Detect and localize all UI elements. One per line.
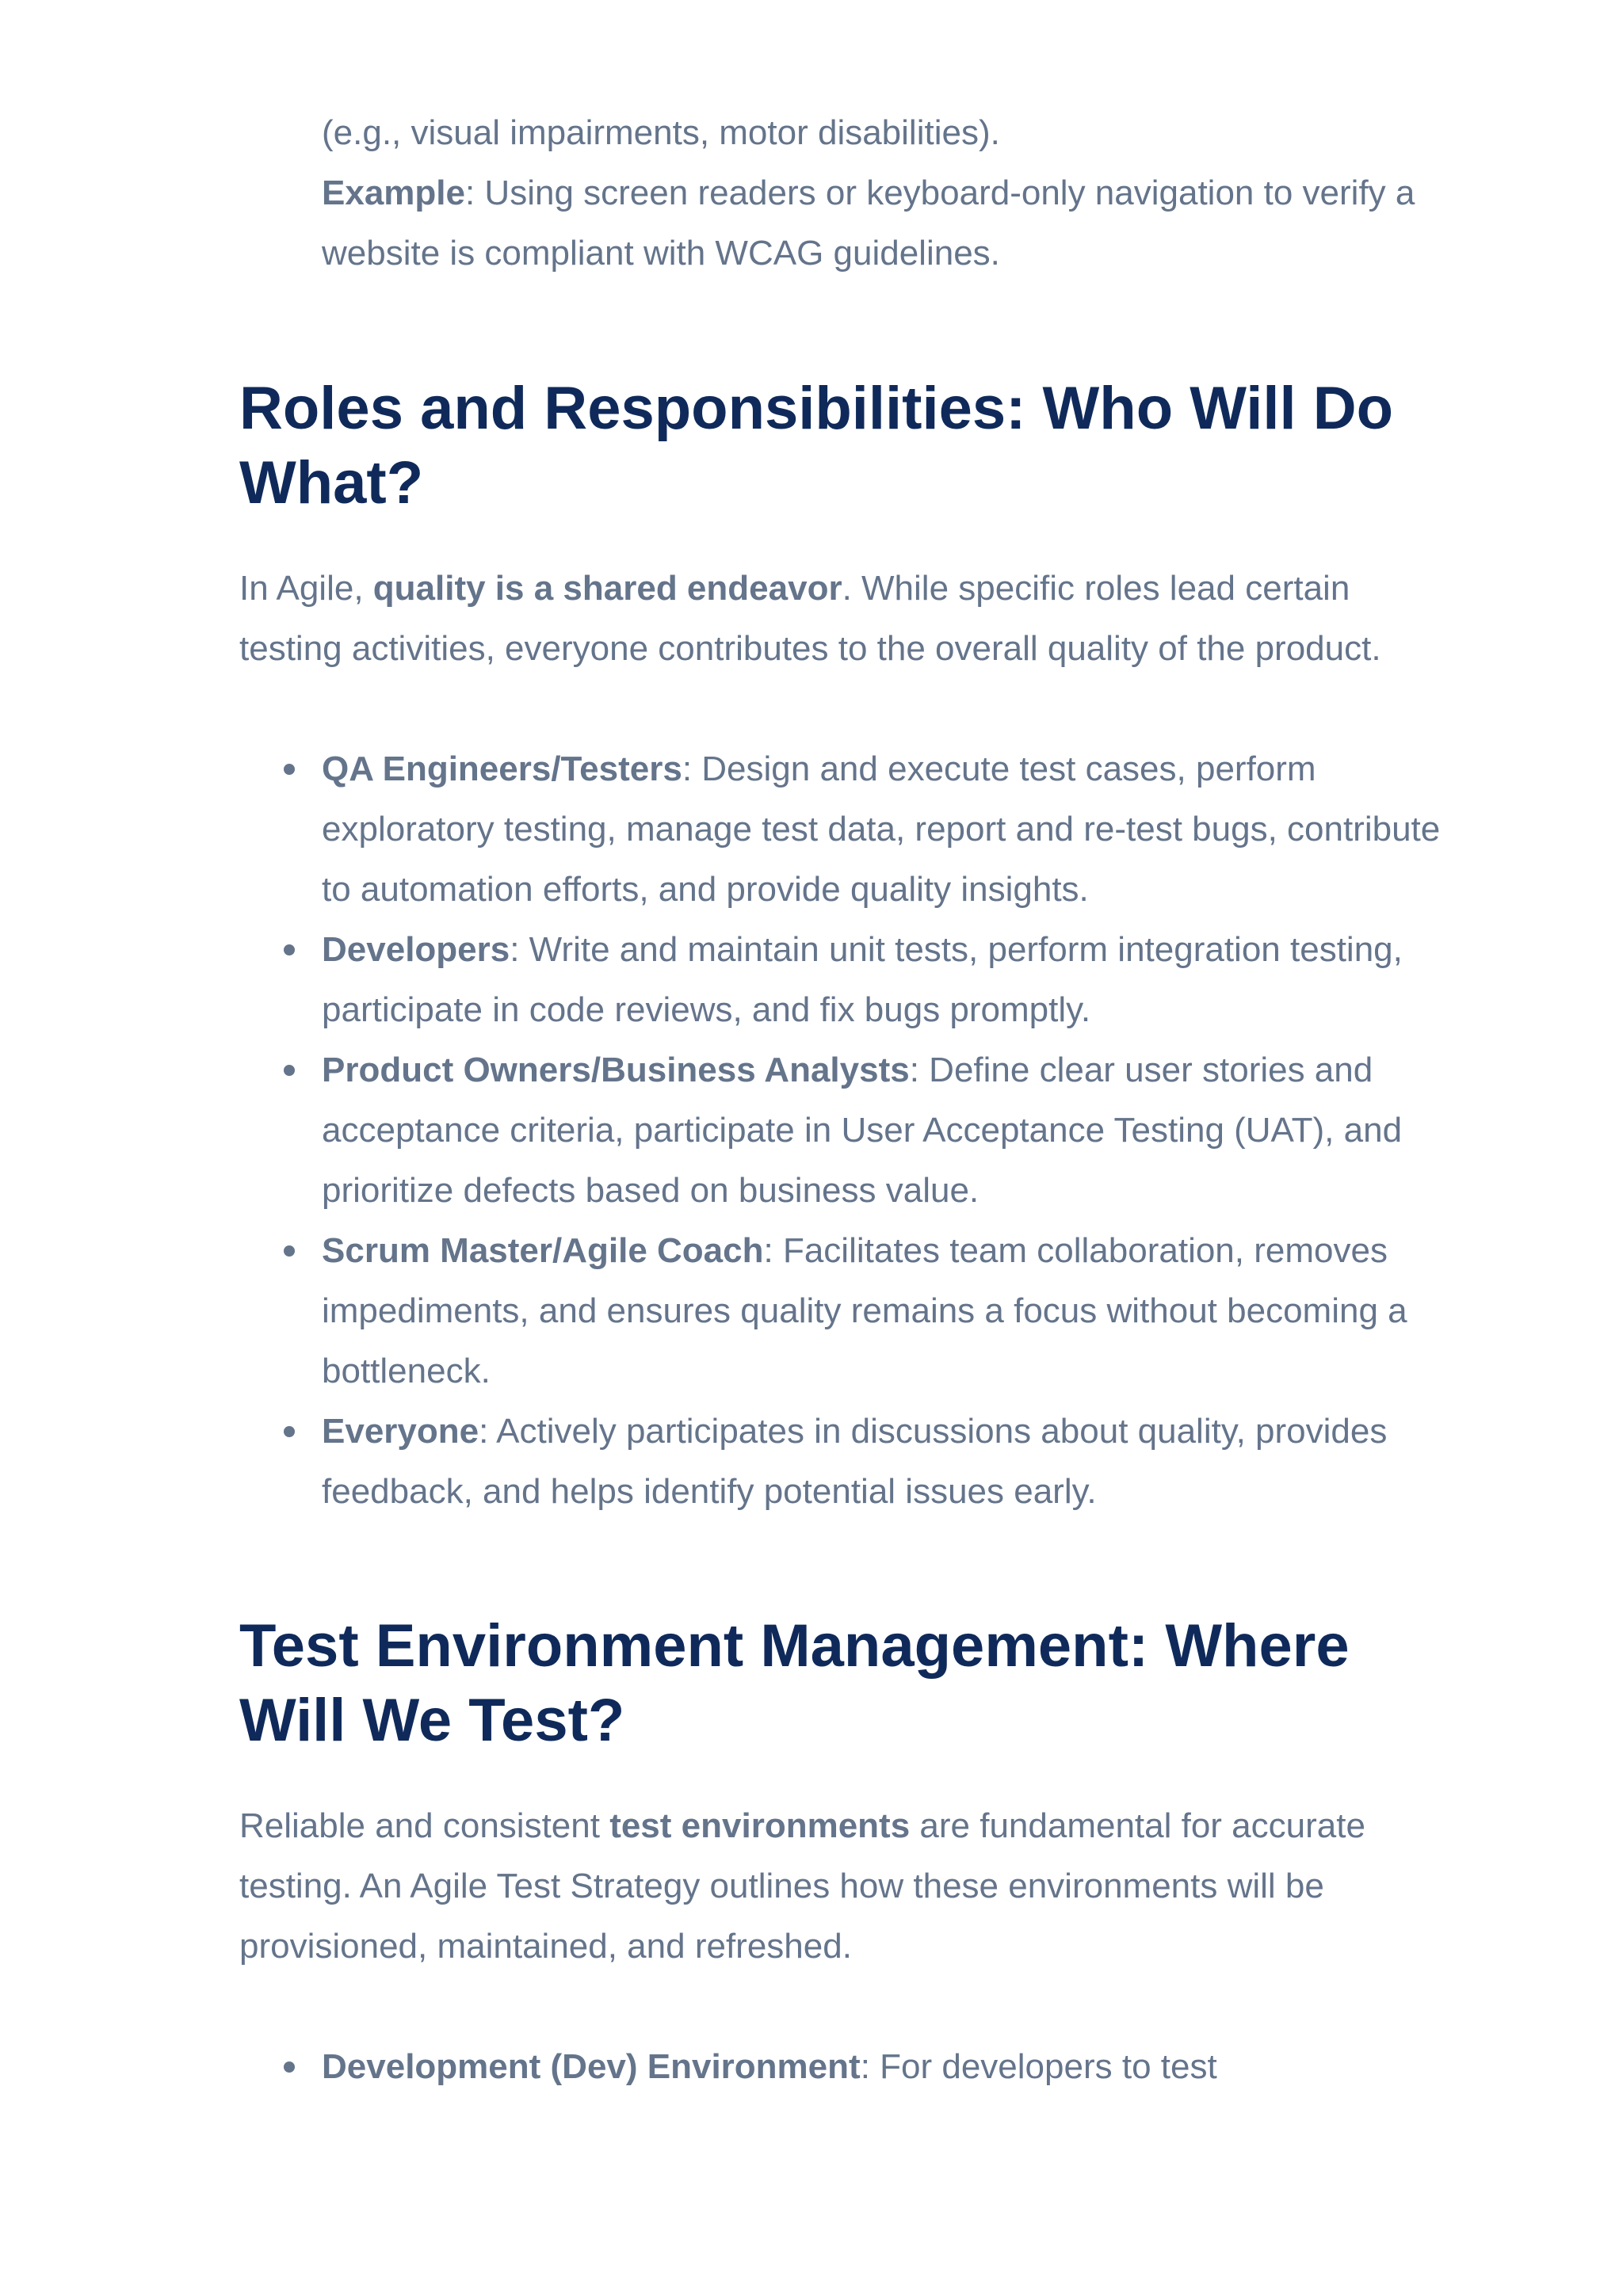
- article-body: [239, 103, 1444, 2097]
- bullet-icon: [284, 944, 295, 955]
- environment-heading: Test Environment Management: Where Will We Test?: [239, 1612, 1350, 1754]
- role-term: QA Engineers/Testers: [322, 749, 682, 788]
- role-term: Scrum Master/Agile Coach: [322, 1231, 764, 1270]
- example-label: Example: [322, 174, 465, 212]
- bullet-icon: [284, 1426, 295, 1437]
- bullet-icon: [284, 1065, 295, 1076]
- continuation-line: [322, 103, 1444, 284]
- role-desc: : Write and maintain unit tests, perform integration testing, participate in code reviews, and fix bugs promptly.: [322, 930, 1403, 1029]
- continuation-text: (e.g., visual impairments, motor disabilities).: [322, 113, 1000, 152]
- role-term: Product Owners/Business Analysts: [322, 1051, 910, 1089]
- roles-heading: Roles and Responsibilities: Who Will Do What?: [239, 375, 1394, 517]
- roles-intro-post: . While specific roles lead certain testing activities, everyone contributes to the overall quality of the product.: [239, 569, 1381, 668]
- list-item: [239, 920, 1444, 1040]
- roles-intro-pre: In Agile,: [239, 569, 373, 608]
- roles-intro-bold: quality is a shared endeavor: [372, 569, 842, 608]
- role-term: Developers: [322, 930, 510, 969]
- roles-list: [239, 739, 1444, 1522]
- list-item: [239, 1402, 1444, 1522]
- bullet-icon: [284, 1245, 295, 1257]
- environment-intro-bold: test environments: [609, 1806, 911, 1845]
- list-item: [239, 1221, 1444, 1402]
- roles-intro: [239, 559, 1444, 679]
- role-desc: : Actively participates in discussions about quality, provides feedback, and helps identify potential issues early.: [322, 1412, 1388, 1511]
- bullet-icon: [284, 764, 295, 775]
- role-desc: : Design and execute test cases, perform exploratory testing, manage test data, report and re-test bugs, contribute to automation efforts, and provide quality insights.: [322, 749, 1441, 909]
- role-term: Everyone: [322, 1412, 479, 1451]
- bullet-icon: [284, 2061, 295, 2073]
- environment-intro: [239, 1796, 1444, 1977]
- previous-item-continuation: [239, 103, 1444, 284]
- list-item: [239, 2037, 1444, 2097]
- list-item: [239, 739, 1444, 920]
- environment-desc: : For developers to test: [860, 2047, 1217, 2086]
- list-item: [239, 1040, 1444, 1221]
- example-text: : Using screen readers or keyboard-only navigation to verify a website is compliant with WCAG guidelines.: [322, 174, 1415, 273]
- role-desc: : Facilitates team collaboration, removes impediments, and ensures quality remains a focus without becoming a bottleneck.: [322, 1231, 1407, 1390]
- environment-term: Development (Dev) Environment: [322, 2047, 861, 2086]
- role-desc: : Define clear user stories and acceptance criteria, participate in User Acceptance Testing (UAT), and prioritize defects based on business value.: [322, 1051, 1403, 1210]
- environment-intro-post: are fundamental for accurate testing. An Agile Test Strategy outlines how these environments will be provisioned, maintained, and refreshed.: [239, 1806, 1365, 1966]
- environment-list: [239, 2037, 1444, 2097]
- environment-intro-pre: Reliable and consistent: [239, 1806, 610, 1845]
